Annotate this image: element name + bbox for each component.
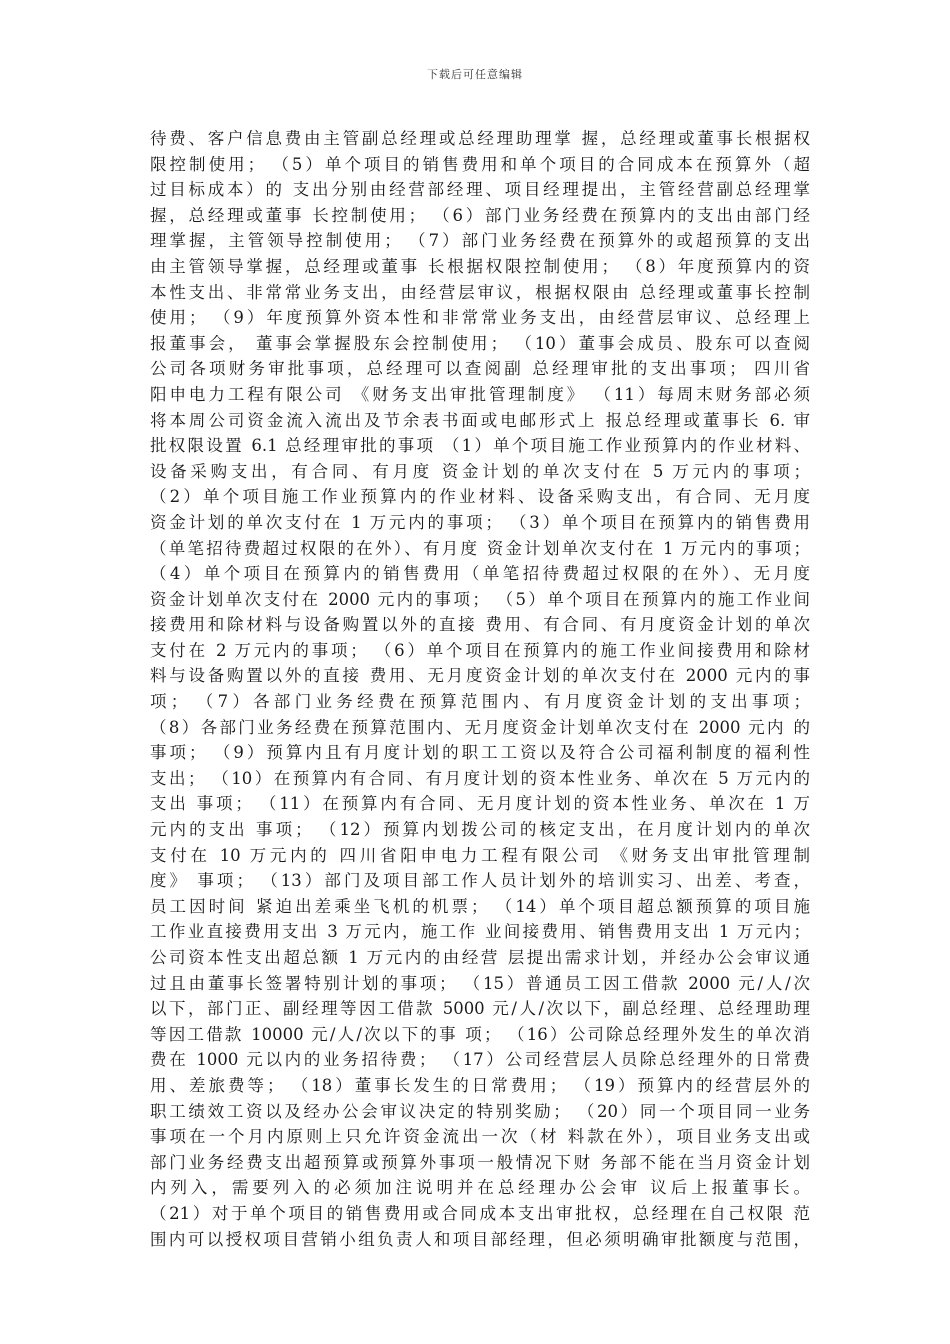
text-line: 设备采购支出，有合同、有月度 资金计划的单次支付在 5 万元内的事项；	[150, 461, 810, 481]
text-line: （单笔招待费超过权限的在外）、有月度 资金计划单次支付在 1 万元内的事项；	[150, 538, 810, 558]
text-line: 工作业直接费用支出 3 万元内，施工作 业间接费用、销售费用支出 1 万元内；	[150, 922, 810, 942]
text-line: 支付在 10 万元内的 四川省阳申电力工程有限公司 《财务支出审批管理制	[150, 845, 810, 865]
text-line: 项； （7）各部门业务经费在预算范围内、有月度资金计划的支出事项；	[150, 692, 810, 712]
text-line: 费在 1000 元以内的业务招待费； （17）公司经营层人员除总经理外的日常费	[150, 1050, 810, 1070]
text-line: 支付在 2 万元内的事项； （6）单个项目在预算内的施工作业间接费用和除材	[150, 640, 810, 660]
text-line: （2）单个项目施工作业预算内的作业材料、设备采购支出，有合同、无月度	[150, 487, 810, 507]
text-line: 本性支出、非常常业务支出，由经营层审议，根据权限由 总经理或董事长控制	[150, 282, 810, 302]
text-line: 内列入，需要列入的必须加注说明并在总经理办公会审 议后上报董事长。	[150, 1178, 810, 1198]
text-line: 度》 事项； （13）部门及项目部工作人员计划外的培训实习、出差、考查，	[150, 871, 810, 891]
text-line: 公司各项财务审批事项，总经理可以查阅副 总经理审批的支出事项； 四川省	[150, 359, 810, 379]
text-line: 部门业务经费支出超预算或预算外事项一般情况下财 务部不能在当月资金计划	[150, 1152, 810, 1172]
text-line: 握，总经理或董事 长控制使用； （6）部门业务经费在预算内的支出由部门经	[150, 205, 810, 225]
text-line: 待费、客户信息费由主管副总经理或总经理助理掌 握，总经理或董事长根据权	[150, 129, 810, 148]
text-line: 元内的支出 事项； （12）预算内划拨公司的核定支出，在月度计划内的单次	[150, 820, 810, 840]
text-line: 事项； （9）预算内且有月度计划的职工工资以及符合公司福利制度的福利性	[150, 743, 810, 763]
text-line: 料与设备购置以外的直接 费用、无月度资金计划的单次支付在 2000 元内的事	[150, 666, 810, 686]
text-line: 职工绩效工资以及经办公会审议决定的特别奖励； （20）同一个项目同一业务	[150, 1101, 810, 1121]
text-line: 支出； （10）在预算内有合同、有月度计划的资本性业务、单次在 5 万元内的	[150, 768, 810, 788]
text-line: 等因工借款 10000 元/人/次以下的事 项； （16）公司除总经理外发生的单次消	[150, 1024, 810, 1044]
text-line: （21）对于单个项目的销售费用或合同成本支出审批权，总经理在自己权限 范	[150, 1203, 810, 1223]
text-line: 支出 事项； （11）在预算内有合同、无月度计划的资本性业务、单次在 1 万	[150, 794, 810, 814]
text-line: 限控制使用； （5）单个项目的销售费用和单个项目的合同成本在预算外（超	[150, 154, 810, 174]
text-line: 公司资本性支出超总额 1 万元内的由经营 层提出需求计划，并经办公会审议通	[150, 948, 810, 967]
text-line: 理掌握，主管领导控制使用； （7）部门业务经费在预算外的或超预算的支出	[150, 231, 810, 251]
text-line: 批权限设置 6.1 总经理审批的事项 （1）单个项目施工作业预算内的作业材料、	[150, 436, 810, 456]
text-line: （8）各部门业务经费在预算范围内、无月度资金计划单次支付在 2000 元内 的	[150, 717, 810, 737]
text-line: 以下，部门正、副经理等因工借款 5000 元/人/次以下，副总经理、总经理助理	[150, 999, 810, 1019]
text-line: 使用； （9）年度预算外资本性和非常常业务支出，由经营层审议、总经理上	[150, 308, 810, 328]
text-line: 事项在一个月内原则上只允许资金流出一次（材 料款在外），项目业务支出或	[150, 1127, 810, 1147]
header-note: 下载后可任意编辑	[427, 68, 523, 81]
text-line: 围内可以授权项目营销小组负责人和项目部经理，但必须明确审批额度与范围，	[150, 1229, 810, 1249]
text-line: 员工因时间 紧迫出差乘坐飞机的机票； （14）单个项目超总额预算的项目施	[150, 896, 810, 916]
text-line: 过且由董事长签署特别计划的事项； （15）普通员工因工借款 2000 元/人/次	[150, 973, 810, 993]
text-line: 资金计划的单次支付在 1 万元内的事项； （3）单个项目在预算内的销售费用	[150, 512, 810, 532]
text-line: 资金计划单次支付在 2000 元内的事项； （5）单个项目在预算内的施工作业间	[150, 589, 810, 609]
text-line: 阳申电力工程有限公司 《财务支出审批管理制度》 （11）每周末财务部必须	[150, 384, 810, 404]
text-line: 用、差旅费等； （18）董事长发生的日常费用； （19）预算内的经营层外的	[150, 1075, 810, 1095]
body-text	[150, 126, 810, 1252]
text-line: 将本周公司资金流入流出及节余表书面或电邮形式上 报总经理或董事长 6. 审	[150, 410, 810, 430]
text-line: 报董事会， 董事会掌握股东会控制使用； （10）董事会成员、股东可以查阅	[150, 333, 810, 353]
text-line: 接费用和除材料与设备购置以外的直接 费用、有合同、有月度资金计划的单次	[150, 615, 810, 635]
text-line: （4）单个项目在预算内的销售费用（单笔招待费超过权限的在外）、无月度	[150, 564, 810, 584]
text-line: 由主管领导掌握，总经理或董事 长根据权限控制使用； （8）年度预算内的资	[150, 256, 810, 276]
text-line: 过目标成本）的 支出分别由经营部经理、项目经理提出，主管经营副总经理掌	[150, 180, 810, 200]
